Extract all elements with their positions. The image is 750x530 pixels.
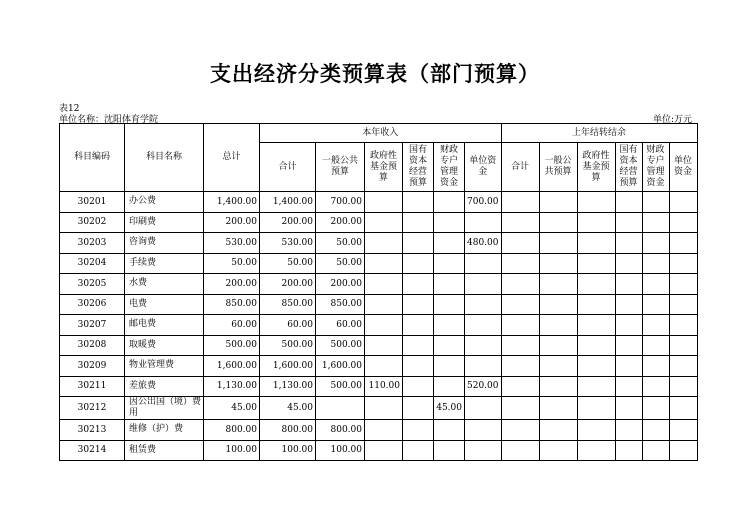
- cell-state: [403, 233, 434, 254]
- cell-code: 30209: [60, 356, 125, 377]
- cell-state: [403, 335, 434, 356]
- cell-carryover-empty: [615, 376, 642, 397]
- cell-general: 100.00: [316, 440, 365, 461]
- cell-special: [434, 356, 465, 377]
- cell-name: 差旅费: [125, 376, 204, 397]
- table-row: [60, 420, 698, 441]
- cell-special: [434, 335, 465, 356]
- cell-fund: [365, 294, 403, 315]
- cell-special: [434, 294, 465, 315]
- cell-fund: [365, 315, 403, 336]
- cell-sum: 850.00: [260, 294, 316, 315]
- cell-carryover-empty: [642, 253, 669, 274]
- cell-carryover-empty: [501, 420, 539, 441]
- cell-general: 50.00: [316, 253, 365, 274]
- cell-carryover-empty: [539, 192, 577, 213]
- cell-carryover-empty: [669, 397, 697, 420]
- cell-code: 30201: [60, 192, 125, 213]
- cell-carryover-empty: [577, 356, 615, 377]
- cell-special: [434, 376, 465, 397]
- cell-carryover-empty: [501, 212, 539, 233]
- cell-carryover-empty: [577, 253, 615, 274]
- cell-carryover-empty: [642, 356, 669, 377]
- cell-sum: 1,600.00: [260, 356, 316, 377]
- table-row: [60, 274, 698, 295]
- cell-special: 45.00: [434, 397, 465, 420]
- cell-sum: 530.00: [260, 233, 316, 254]
- cell-fund: [365, 212, 403, 233]
- cell-sum: 200.00: [260, 274, 316, 295]
- cell-general: 200.00: [316, 212, 365, 233]
- table-row: [60, 253, 698, 274]
- cell-carryover-empty: [577, 376, 615, 397]
- cell-code: 30214: [60, 440, 125, 461]
- cell-state: [403, 440, 434, 461]
- cell-state: [403, 376, 434, 397]
- cell-sum: 60.00: [260, 315, 316, 336]
- header-name: 科目名称: [125, 124, 204, 192]
- cell-code: 30202: [60, 212, 125, 233]
- cell-carryover-empty: [615, 397, 642, 420]
- cell-code: 30203: [60, 233, 125, 254]
- cell-state: [403, 356, 434, 377]
- cell-carryover-empty: [577, 397, 615, 420]
- cell-special: [434, 274, 465, 295]
- cell-unit: [465, 274, 502, 295]
- cell-unit: 520.00: [465, 376, 502, 397]
- cell-carryover-empty: [615, 294, 642, 315]
- cell-fund: 110.00: [365, 376, 403, 397]
- header-unit-funds: 单位资金: [465, 143, 502, 192]
- cell-carryover-empty: [577, 440, 615, 461]
- cell-fund: [365, 192, 403, 213]
- cell-total: 850.00: [204, 294, 260, 315]
- cell-carryover-empty: [577, 420, 615, 441]
- cell-carryover-empty: [577, 294, 615, 315]
- cell-unit: 480.00: [465, 233, 502, 254]
- header-fund-budget: 政府性基金预算: [365, 143, 403, 192]
- cell-carryover-empty: [615, 420, 642, 441]
- cell-fund: [365, 397, 403, 420]
- cell-state: [403, 315, 434, 336]
- table-row: [60, 315, 698, 336]
- cell-state: [403, 397, 434, 420]
- cell-total: 1,600.00: [204, 356, 260, 377]
- header-current-income: 本年收入: [260, 124, 502, 143]
- cell-general: 850.00: [316, 294, 365, 315]
- table-row: [60, 376, 698, 397]
- table-row: [60, 192, 698, 213]
- page-title: 支出经济分类预算表（部门预算）: [210, 61, 540, 86]
- cell-carryover-empty: [642, 420, 669, 441]
- table-row: [60, 294, 698, 315]
- cell-carryover-empty: [539, 233, 577, 254]
- cell-fund: [365, 420, 403, 441]
- header-carry-fund: 政府性基金预算: [577, 143, 615, 192]
- cell-unit: [465, 335, 502, 356]
- cell-carryover-empty: [501, 233, 539, 254]
- cell-name: 电费: [125, 294, 204, 315]
- cell-state: [403, 274, 434, 295]
- cell-unit: [465, 440, 502, 461]
- cell-carryover-empty: [642, 376, 669, 397]
- cell-code: 30206: [60, 294, 125, 315]
- cell-state: [403, 192, 434, 213]
- cell-carryover-empty: [642, 315, 669, 336]
- unit-name: 单位名称：沈阳体育学院: [59, 115, 159, 125]
- cell-carryover-empty: [501, 397, 539, 420]
- cell-name: 咨询费: [125, 233, 204, 254]
- cell-carryover-empty: [642, 274, 669, 295]
- cell-fund: [365, 274, 403, 295]
- cell-total: 50.00: [204, 253, 260, 274]
- cell-carryover-empty: [501, 356, 539, 377]
- cell-carryover-empty: [539, 274, 577, 295]
- cell-special: [434, 253, 465, 274]
- header-carry-unit: 单位资金: [669, 143, 697, 192]
- cell-total: 200.00: [204, 212, 260, 233]
- cell-sum: 500.00: [260, 335, 316, 356]
- table-header: [60, 124, 698, 192]
- cell-carryover-empty: [642, 294, 669, 315]
- cell-total: 100.00: [204, 440, 260, 461]
- cell-carryover-empty: [615, 356, 642, 377]
- cell-carryover-empty: [642, 440, 669, 461]
- cell-carryover-empty: [577, 315, 615, 336]
- cell-carryover-empty: [669, 233, 697, 254]
- cell-general: 60.00: [316, 315, 365, 336]
- cell-general: 50.00: [316, 233, 365, 254]
- cell-carryover-empty: [642, 192, 669, 213]
- cell-unit: [465, 420, 502, 441]
- cell-carryover-empty: [539, 253, 577, 274]
- cell-carryover-empty: [642, 397, 669, 420]
- cell-special: [434, 315, 465, 336]
- cell-carryover-empty: [539, 420, 577, 441]
- cell-carryover-empty: [642, 233, 669, 254]
- cell-carryover-empty: [501, 274, 539, 295]
- cell-carryover-empty: [669, 335, 697, 356]
- cell-special: [434, 420, 465, 441]
- cell-name: 水费: [125, 274, 204, 295]
- cell-total: 1,400.00: [204, 192, 260, 213]
- cell-carryover-empty: [501, 253, 539, 274]
- cell-code: 30208: [60, 335, 125, 356]
- cell-carryover-empty: [642, 335, 669, 356]
- table-number: 表12: [59, 104, 80, 114]
- cell-code: 30205: [60, 274, 125, 295]
- cell-name: 因公出国（境）费用: [125, 397, 204, 420]
- cell-state: [403, 253, 434, 274]
- cell-carryover-empty: [577, 212, 615, 233]
- cell-sum: 800.00: [260, 420, 316, 441]
- cell-name: 维修（护）费: [125, 420, 204, 441]
- cell-carryover-empty: [501, 315, 539, 336]
- header-carry-special: 财政专户管理资金: [642, 143, 669, 192]
- cell-carryover-empty: [669, 440, 697, 461]
- cell-carryover-empty: [615, 192, 642, 213]
- cell-code: 30204: [60, 253, 125, 274]
- cell-total: 800.00: [204, 420, 260, 441]
- cell-general: 700.00: [316, 192, 365, 213]
- cell-general: 1,600.00: [316, 356, 365, 377]
- cell-carryover-empty: [642, 212, 669, 233]
- header-code: 科目编码: [60, 124, 125, 192]
- cell-carryover-empty: [669, 192, 697, 213]
- cell-unit: [465, 212, 502, 233]
- header-sum: 合计: [260, 143, 316, 192]
- cell-carryover-empty: [539, 315, 577, 336]
- table-row: [60, 233, 698, 254]
- cell-code: 30207: [60, 315, 125, 336]
- cell-general: 500.00: [316, 376, 365, 397]
- cell-sum: 50.00: [260, 253, 316, 274]
- cell-carryover-empty: [669, 274, 697, 295]
- cell-state: [403, 420, 434, 441]
- cell-special: [434, 192, 465, 213]
- cell-sum: 200.00: [260, 212, 316, 233]
- cell-carryover-empty: [669, 294, 697, 315]
- header-special-account: 财政专户管理资金: [434, 143, 465, 192]
- cell-carryover-empty: [501, 192, 539, 213]
- cell-special: [434, 440, 465, 461]
- cell-carryover-empty: [669, 420, 697, 441]
- cell-state: [403, 294, 434, 315]
- cell-fund: [365, 440, 403, 461]
- cell-name: 印刷费: [125, 212, 204, 233]
- cell-name: 租赁费: [125, 440, 204, 461]
- cell-total: 500.00: [204, 335, 260, 356]
- cell-unit: [465, 397, 502, 420]
- cell-carryover-empty: [615, 274, 642, 295]
- cell-carryover-empty: [577, 192, 615, 213]
- cell-carryover-empty: [669, 376, 697, 397]
- cell-special: [434, 233, 465, 254]
- cell-name: 办公费: [125, 192, 204, 213]
- cell-general: 800.00: [316, 420, 365, 441]
- cell-code: 30212: [60, 397, 125, 420]
- header-carry-state: 国有资本经营预算: [615, 143, 642, 192]
- cell-carryover-empty: [669, 315, 697, 336]
- cell-carryover-empty: [669, 356, 697, 377]
- cell-unit: [465, 253, 502, 274]
- cell-general: [316, 397, 365, 420]
- cell-fund: [365, 356, 403, 377]
- table-row: [60, 335, 698, 356]
- cell-carryover-empty: [539, 440, 577, 461]
- header-carry-general: 一般公共预算: [539, 143, 577, 192]
- cell-carryover-empty: [615, 440, 642, 461]
- budget-table: [59, 123, 698, 461]
- cell-unit: [465, 315, 502, 336]
- cell-total: 45.00: [204, 397, 260, 420]
- cell-name: 取暖费: [125, 335, 204, 356]
- table-row: [60, 212, 698, 233]
- cell-carryover-empty: [615, 233, 642, 254]
- header-general-budget: 一般公共预算: [316, 143, 365, 192]
- cell-total: 530.00: [204, 233, 260, 254]
- cell-carryover-empty: [501, 376, 539, 397]
- cell-carryover-empty: [501, 294, 539, 315]
- cell-name: 邮电费: [125, 315, 204, 336]
- cell-name: 物业管理费: [125, 356, 204, 377]
- cell-carryover-empty: [501, 440, 539, 461]
- cell-fund: [365, 253, 403, 274]
- cell-total: 200.00: [204, 274, 260, 295]
- cell-carryover-empty: [539, 397, 577, 420]
- header-total: 总计: [204, 124, 260, 192]
- cell-name: 手续费: [125, 253, 204, 274]
- table-row: [60, 440, 698, 461]
- cell-carryover-empty: [501, 335, 539, 356]
- table-body: [60, 192, 698, 461]
- cell-carryover-empty: [615, 315, 642, 336]
- cell-carryover-empty: [577, 335, 615, 356]
- cell-general: 500.00: [316, 335, 365, 356]
- header-state-capital: 国有资本经营预算: [403, 143, 434, 192]
- cell-carryover-empty: [539, 335, 577, 356]
- cell-carryover-empty: [615, 335, 642, 356]
- cell-sum: 100.00: [260, 440, 316, 461]
- cell-special: [434, 212, 465, 233]
- cell-carryover-empty: [577, 233, 615, 254]
- table-row: [60, 397, 698, 420]
- cell-fund: [365, 335, 403, 356]
- cell-sum: 1,400.00: [260, 192, 316, 213]
- cell-total: 60.00: [204, 315, 260, 336]
- cell-total: 1,130.00: [204, 376, 260, 397]
- cell-state: [403, 212, 434, 233]
- unit-label: 单位:万元: [652, 115, 692, 125]
- cell-carryover-empty: [539, 376, 577, 397]
- cell-carryover-empty: [539, 294, 577, 315]
- cell-sum: 45.00: [260, 397, 316, 420]
- cell-unit: 700.00: [465, 192, 502, 213]
- cell-carryover-empty: [539, 212, 577, 233]
- cell-unit: [465, 294, 502, 315]
- cell-sum: 1,130.00: [260, 376, 316, 397]
- cell-carryover-empty: [577, 274, 615, 295]
- header-carry-sum: 合计: [501, 143, 539, 192]
- cell-carryover-empty: [539, 356, 577, 377]
- cell-carryover-empty: [669, 212, 697, 233]
- cell-code: 30211: [60, 376, 125, 397]
- header-carryover: 上年结转结余: [501, 124, 697, 143]
- cell-fund: [365, 233, 403, 254]
- table-row: [60, 356, 698, 377]
- cell-unit: [465, 356, 502, 377]
- cell-carryover-empty: [615, 253, 642, 274]
- cell-code: 30213: [60, 420, 125, 441]
- cell-carryover-empty: [669, 253, 697, 274]
- cell-general: 200.00: [316, 274, 365, 295]
- cell-carryover-empty: [615, 212, 642, 233]
